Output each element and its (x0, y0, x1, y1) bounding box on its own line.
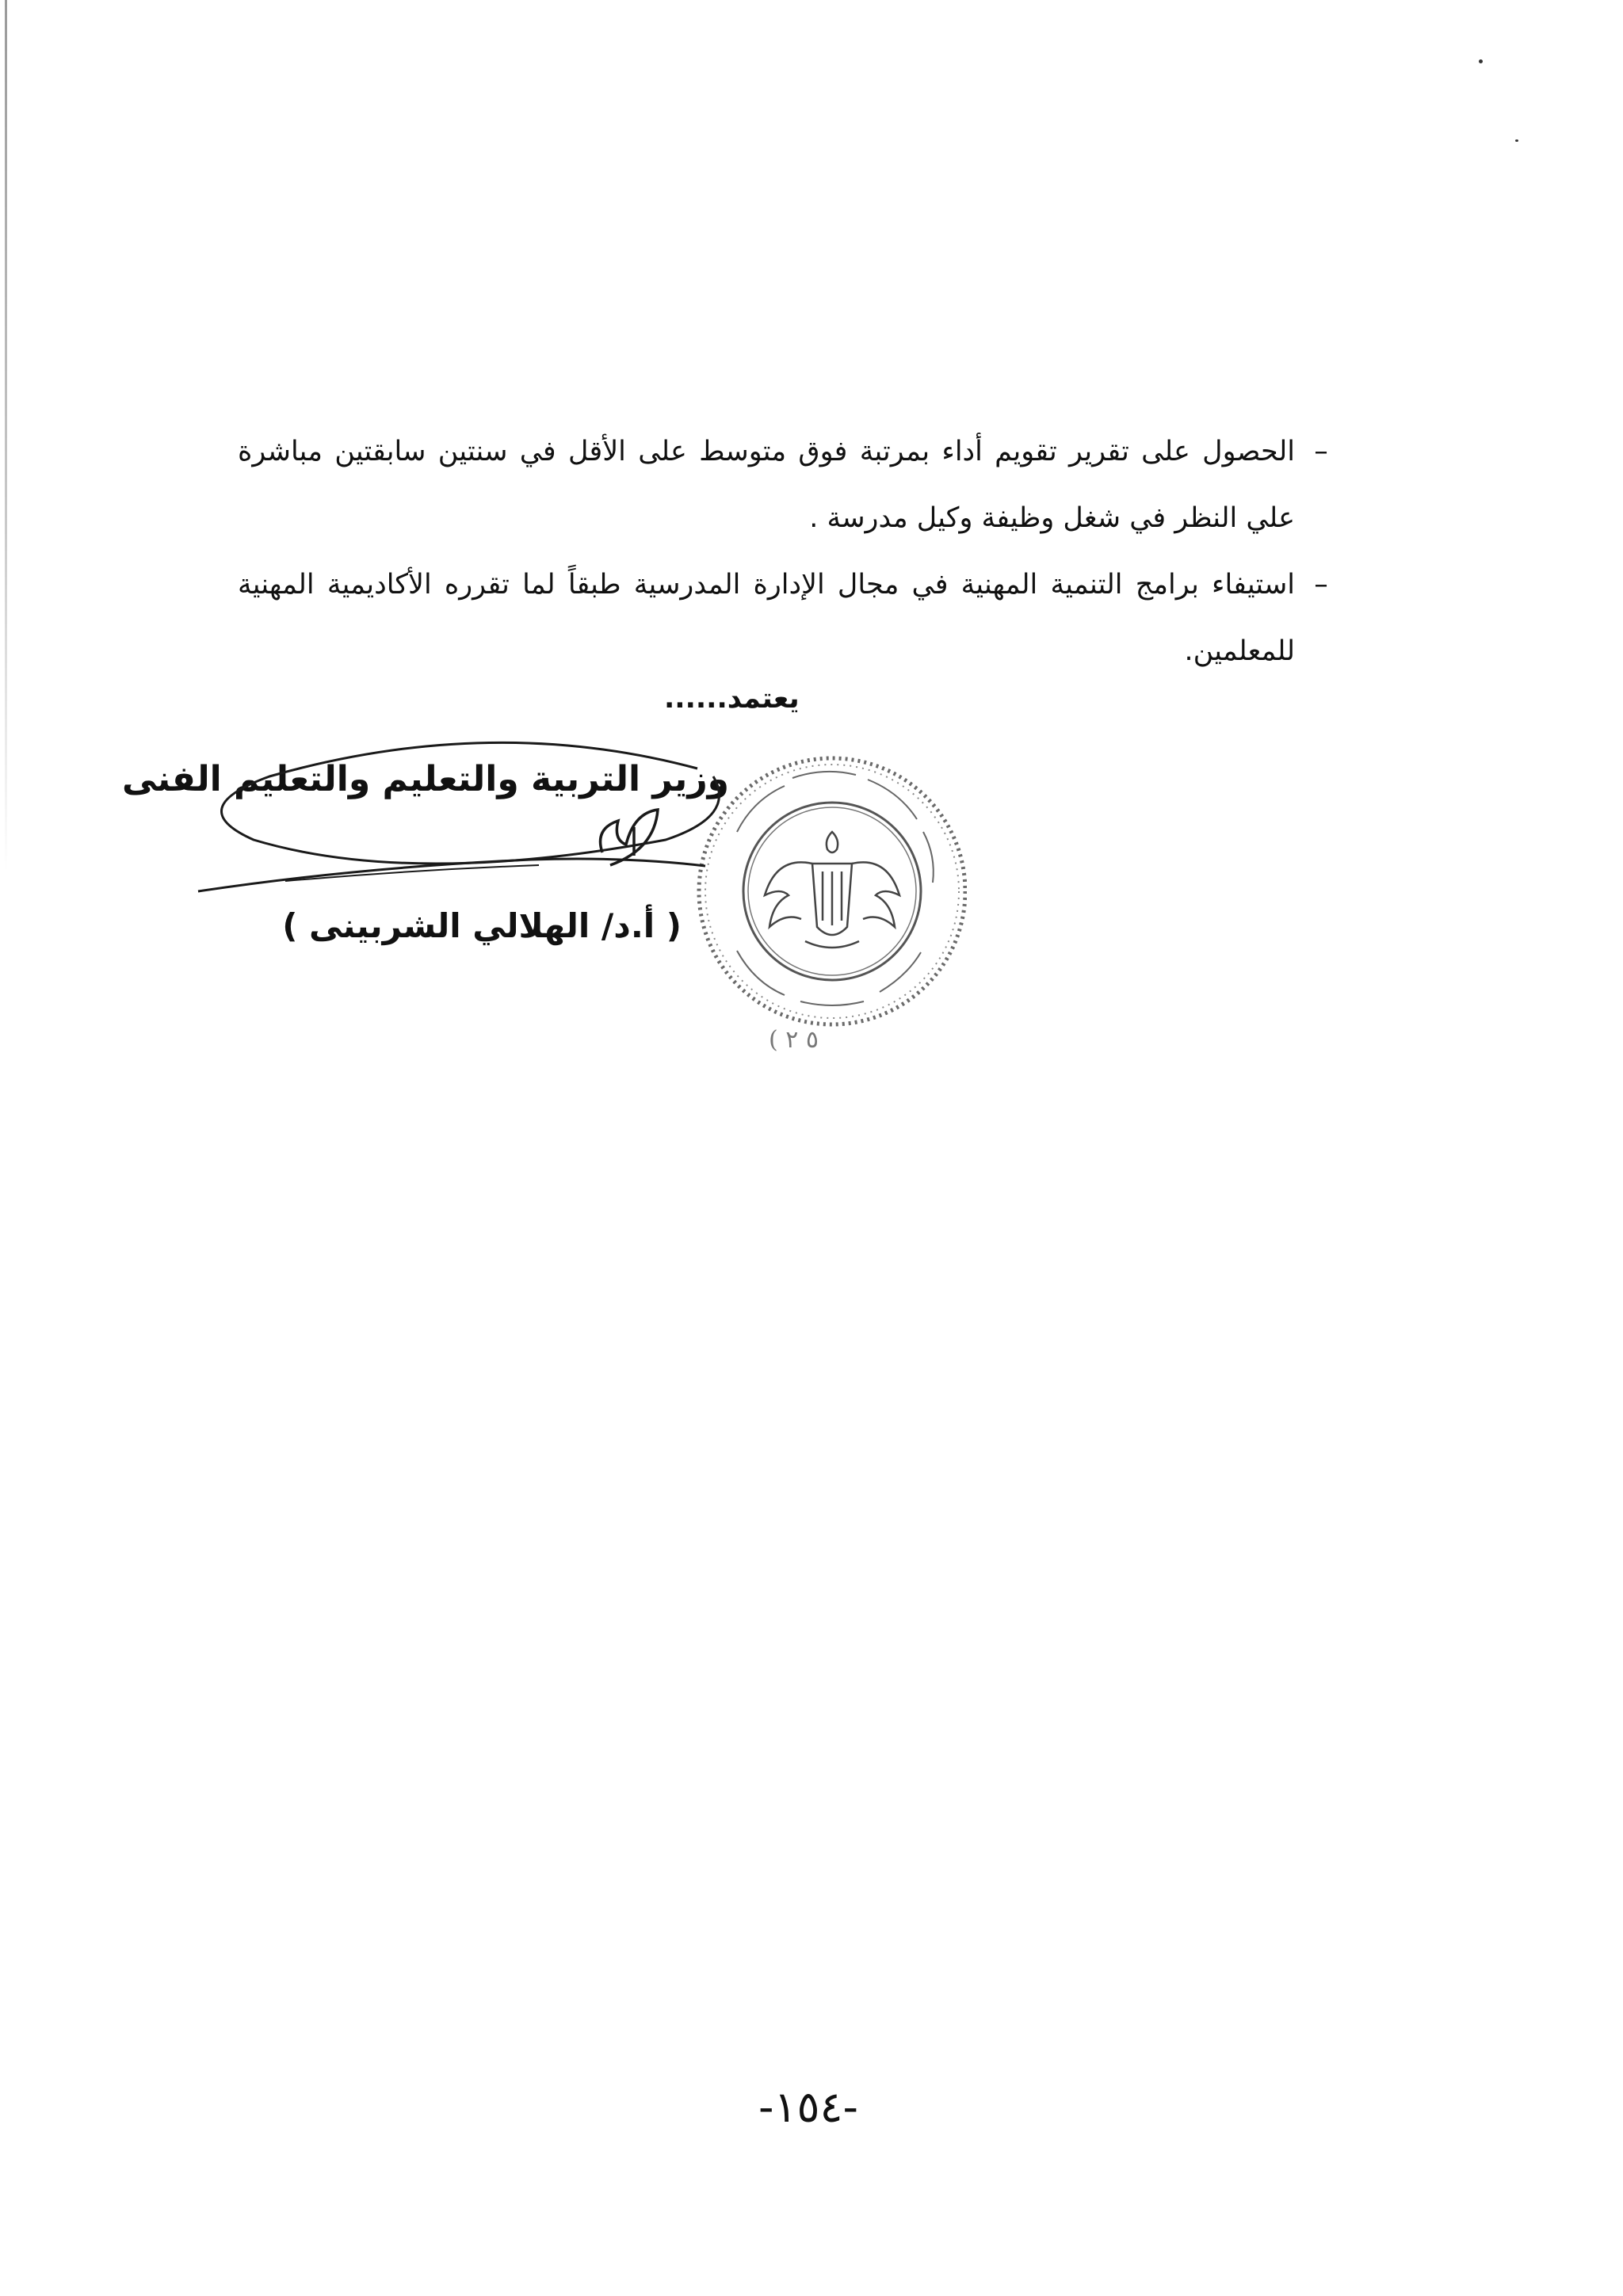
scan-speck (1515, 139, 1518, 142)
minister-title: وزير التربية والتعليم والتعليم الفنى (121, 759, 729, 799)
eagle-emblem-icon (765, 832, 899, 948)
handwritten-signature (121, 737, 745, 919)
page-number: -١٥٤- (758, 2082, 858, 2132)
bullet-marker: – (1314, 436, 1328, 467)
minister-name: ( أ.د/ الهلالي الشربينى ) (282, 906, 682, 945)
scan-edge (5, 0, 7, 871)
bullet-list (238, 418, 1347, 685)
bullet-item (238, 418, 1347, 551)
svg-text:( ٥ ٢: ( ٥ ٢ (769, 1026, 819, 1054)
bullet-text: الحصول على تقرير تقويم أداء بمرتبة فوق متوسط على الأقل في سنتين سابقتين مباشرة علي النظر في شغل وظيفة وكيل مدرسة . (238, 436, 1295, 534)
scan-speck (1479, 59, 1483, 63)
bullet-item (238, 551, 1347, 685)
approval-label: يعتمد...... (664, 683, 800, 715)
bullet-marker: – (1314, 569, 1328, 601)
bullet-text: استيفاء برامج التنمية المهنية في مجال الإدارة المدرسية طبقاً لما تقرره الأكاديمية المهنية للمعلمين. (238, 569, 1295, 667)
